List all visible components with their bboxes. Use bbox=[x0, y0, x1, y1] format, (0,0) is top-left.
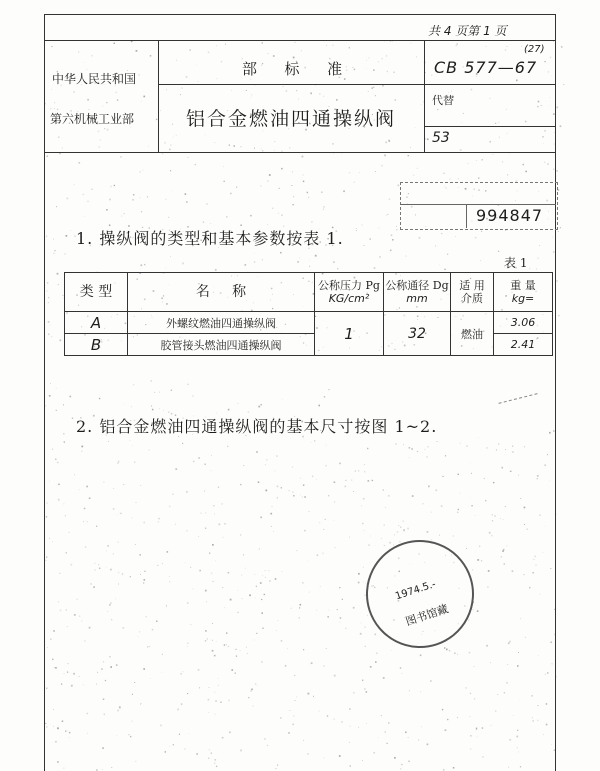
col-diameter: 公称通径 Dg mm bbox=[384, 273, 451, 312]
section-1-heading: 1. 操纵阀的类型和基本参数按表 1. bbox=[76, 229, 344, 248]
speckle bbox=[556, 280, 558, 282]
doc-number: 53 bbox=[432, 130, 450, 146]
header-top-rule bbox=[44, 40, 556, 41]
speckle bbox=[556, 170, 557, 171]
page-count: 共 4 页第 1 页 bbox=[428, 24, 507, 38]
standard-type: 部 标 准 bbox=[242, 60, 349, 78]
replaces-label: 代替 bbox=[432, 94, 454, 107]
org-line-2: 第六机械工业部 bbox=[50, 112, 135, 126]
col-weight: 重 量 kg= bbox=[494, 273, 553, 312]
header-right-divider bbox=[424, 40, 425, 152]
speckle bbox=[556, 107, 558, 109]
col-medium: 适 用 介质 bbox=[451, 273, 494, 312]
speckle bbox=[560, 227, 561, 228]
table-label: 表 1 bbox=[504, 256, 528, 270]
stamp-text: 图书馆藏 bbox=[404, 602, 450, 629]
archive-number: 994847 bbox=[476, 206, 544, 225]
standard-code: CB 577—67 bbox=[434, 58, 538, 77]
row-type: B bbox=[65, 334, 128, 356]
row-type: A bbox=[65, 312, 128, 334]
table-header-row bbox=[65, 273, 553, 312]
code-rule bbox=[424, 84, 556, 85]
parameter-table bbox=[64, 272, 553, 356]
document-title: 铝合金燃油四通操纵阀 bbox=[186, 108, 397, 130]
stamp-date: 1974.5.- bbox=[394, 578, 438, 603]
pressure-cell: 1 bbox=[315, 312, 384, 356]
table-row bbox=[65, 312, 553, 334]
header-left-divider bbox=[158, 40, 159, 152]
speckle bbox=[561, 46, 563, 48]
code-annotation: (27) bbox=[524, 44, 545, 55]
section-2-text: 2. 铝合金燃油四通操纵阀的基本尺寸按图 1~2. bbox=[76, 417, 438, 436]
header-bottom-rule bbox=[44, 152, 556, 153]
col-name: 名 称 bbox=[128, 273, 315, 312]
row-weight: 2.41 bbox=[494, 334, 553, 356]
speckle bbox=[560, 125, 562, 127]
row-weight: 3.06 bbox=[494, 312, 553, 334]
filing-stamp-rule bbox=[400, 204, 556, 205]
col-type: 类 型 bbox=[65, 273, 128, 312]
replaces-rule bbox=[424, 126, 556, 127]
medium-cell: 燃油 bbox=[451, 312, 494, 356]
header-mid-rule bbox=[158, 84, 424, 85]
diameter-cell: 32 bbox=[384, 312, 451, 356]
speckle bbox=[558, 231, 559, 232]
speckle bbox=[563, 84, 564, 85]
row-name: 胶管接头燃油四通操纵阀 bbox=[128, 334, 315, 356]
filing-stamp-divider bbox=[466, 204, 467, 228]
org-line-1: 中华人民共和国 bbox=[52, 72, 137, 86]
row-name: 外螺纹燃油四通操纵阀 bbox=[128, 312, 315, 334]
speckle bbox=[558, 315, 559, 316]
col-pressure: 公称压力 Pg KG/cm² bbox=[315, 273, 384, 312]
